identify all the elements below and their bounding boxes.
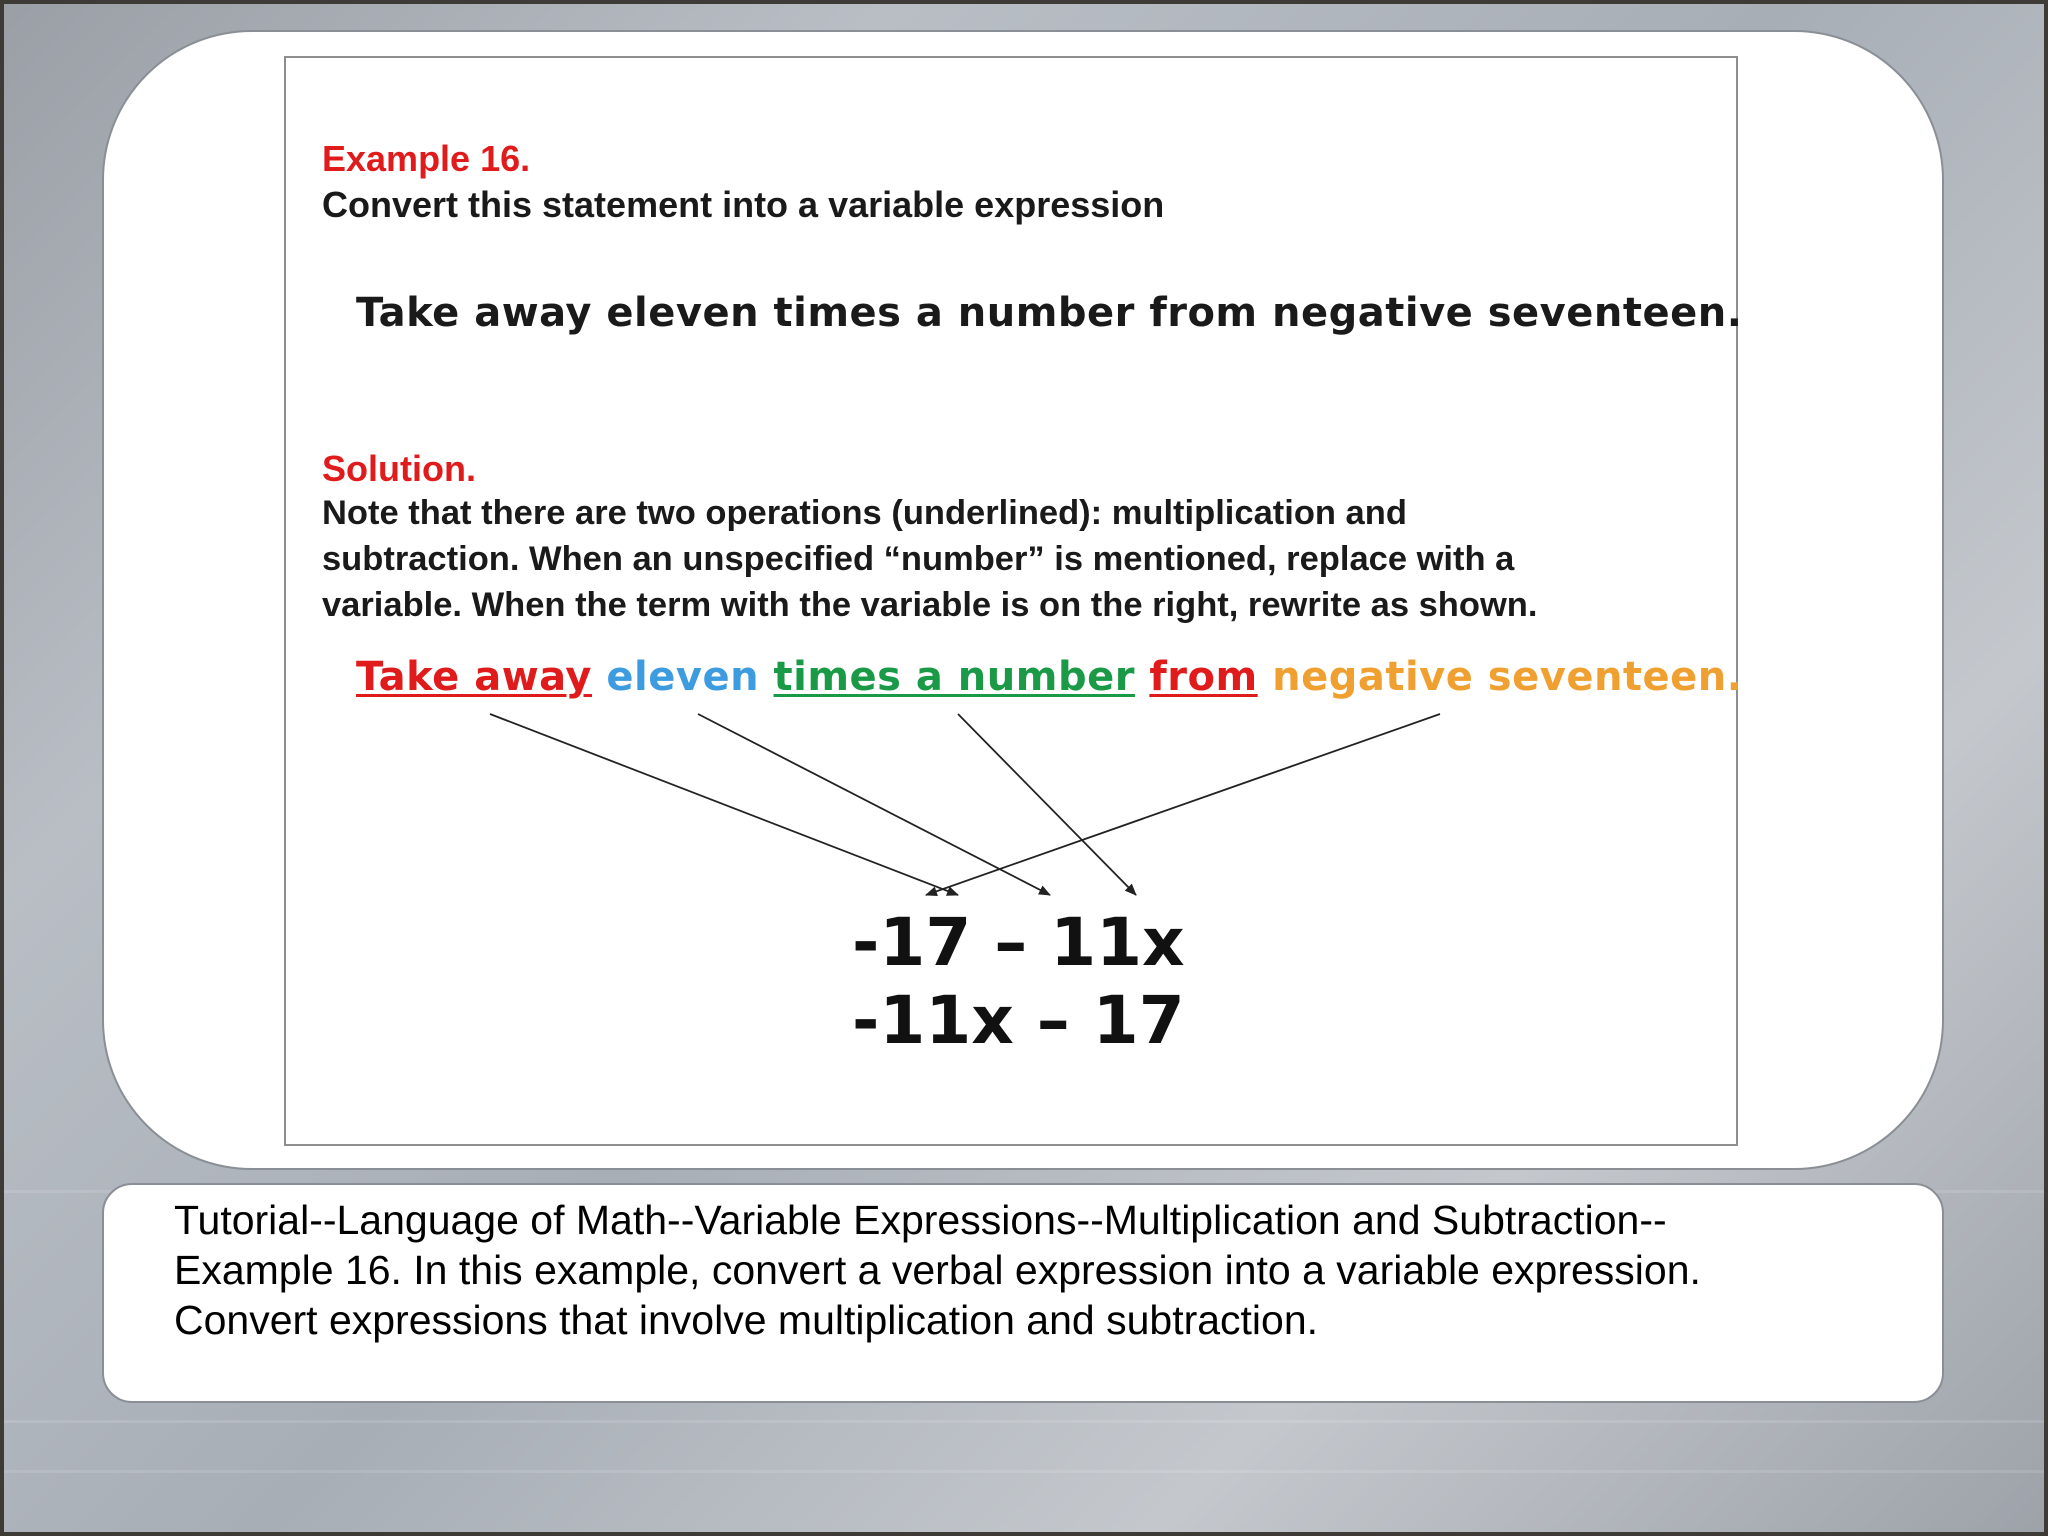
caption-line-2: Example 16. In this example, convert a verbal expression into a variable expression. xyxy=(174,1247,1701,1293)
solution-line-3: variable. When the term with the variable is on the right, rewrite as shown. xyxy=(322,586,1538,624)
solution-heading: Solution. xyxy=(322,448,476,489)
solution-line-2: subtraction. When an unspecified “number” is mentioned, replace with a xyxy=(322,540,1515,578)
arrow-eleven xyxy=(698,714,1050,895)
arrow-times-a-number xyxy=(958,714,1136,895)
problem-statement: Take away eleven times a number from negative seventeen. xyxy=(356,290,1743,336)
phrase-take-away: Take away xyxy=(356,654,592,700)
solution-line-1: Note that there are two operations (underlined): multiplication and xyxy=(322,494,1407,532)
phrase-from: from xyxy=(1149,654,1258,700)
phrase-negative-seventeen: negative seventeen. xyxy=(1272,654,1743,700)
instruction-text: Convert this statement into a variable expression xyxy=(322,184,1165,225)
caption-line-1: Tutorial--Language of Math--Variable Expressions--Multiplication and Subtraction-- xyxy=(174,1197,1667,1243)
phrase-eleven: eleven xyxy=(606,654,760,700)
caption-line-3: Convert expressions that involve multiplication and subtraction. xyxy=(174,1297,1319,1343)
slide-content xyxy=(284,56,1743,1146)
example-heading: Example 16. xyxy=(322,138,531,179)
caption-box xyxy=(102,1183,1944,1403)
arrow-negative-seventeen xyxy=(926,714,1440,895)
expression-original: -17 – 11x xyxy=(852,904,1185,981)
phrase-times-a-number: times a number xyxy=(773,654,1135,700)
expression-rewritten: -11x – 17 xyxy=(852,982,1185,1059)
arrow-take-away xyxy=(490,714,958,895)
